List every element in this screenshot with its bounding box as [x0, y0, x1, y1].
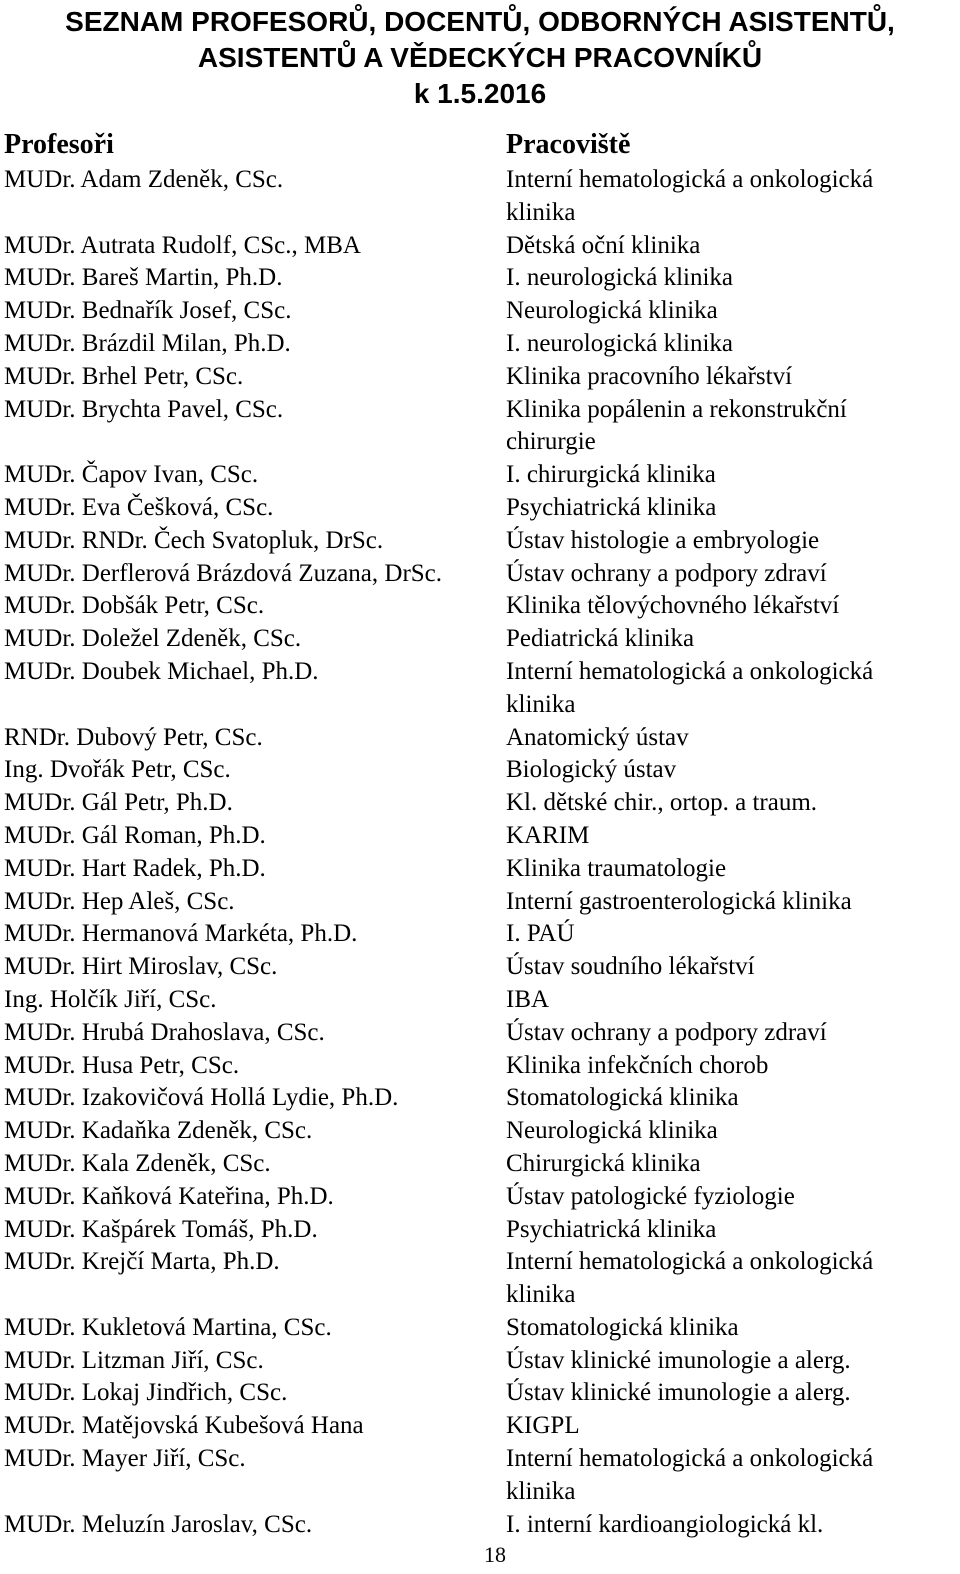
table-row — [0, 722, 960, 755]
department-name: Ústav klinické imunologie a alerg. — [506, 1346, 851, 1374]
department-name: Dětská oční klinika — [506, 231, 701, 259]
table-row — [0, 787, 960, 820]
table-row — [0, 623, 960, 656]
person-name: MUDr. Doubek Michael, Ph.D. — [4, 657, 319, 685]
department-name: Ústav ochrany a podpory zdraví — [506, 559, 827, 587]
person-name: MUDr. Autrata Rudolf, CSc., MBA — [4, 231, 361, 259]
person-name: MUDr. Kukletová Martina, CSc. — [4, 1313, 332, 1341]
person-name: MUDr. Meluzín Jaroslav, CSc. — [4, 1510, 313, 1538]
table-row — [0, 1017, 960, 1050]
person-name: MUDr. Brázdil Milan, Ph.D. — [4, 329, 291, 357]
person-name: MUDr. Kadaňka Zdeněk, CSc. — [4, 1117, 313, 1145]
table-row — [0, 918, 960, 951]
table-row — [0, 295, 960, 328]
table-row — [0, 459, 960, 492]
person-name: RNDr. Dubový Petr, CSc. — [4, 723, 263, 751]
column-header-department: Pracoviště — [506, 129, 631, 160]
document-title-line-2: ASISTENTŮ A VĚDECKÝCH PRACOVNÍKŮ — [197, 42, 763, 73]
table-row — [0, 492, 960, 525]
table-row — [0, 951, 960, 984]
department-name: Ústav ochrany a podpory zdraví — [506, 1018, 827, 1046]
person-name: MUDr. Hrubá Drahoslava, CSc. — [4, 1018, 325, 1046]
department-name: Klinika popálenin a rekonstrukční chirurgie — [506, 395, 847, 456]
department-name: Klinika infekčních chorob — [506, 1051, 769, 1079]
person-name: MUDr. Litzman Jiří, CSc. — [4, 1346, 264, 1374]
table-row — [0, 1181, 960, 1214]
table-row — [0, 754, 960, 787]
table-row — [0, 1214, 960, 1247]
person-name: MUDr. Kašpárek Tomáš, Ph.D. — [4, 1215, 318, 1243]
department-name: Chirurgická klinika — [506, 1149, 701, 1177]
table-row — [0, 1148, 960, 1181]
table-row — [0, 262, 960, 295]
table-row — [0, 1377, 960, 1410]
department-name: Interní hematologická a onkologická klinika — [506, 166, 874, 226]
department-name: Neurologická klinika — [506, 1117, 718, 1145]
person-name: MUDr. Kaňková Kateřina, Ph.D. — [4, 1182, 334, 1210]
table-row — [0, 558, 960, 591]
person-name: MUDr. Brhel Petr, CSc. — [4, 362, 244, 390]
department-name: Klinika tělovýchovného lékařství — [506, 592, 840, 620]
person-name: Ing. Holčík Jiří, CSc. — [4, 985, 217, 1013]
department-name: Ústav klinické imunologie a alerg. — [506, 1379, 851, 1407]
person-name: Ing. Dvořák Petr, CSc. — [4, 756, 231, 784]
table-row — [0, 328, 960, 361]
department-name: Interní gastroenterologická klinika — [506, 887, 852, 915]
table-row — [0, 1246, 960, 1312]
department-name: KARIM — [506, 821, 590, 849]
person-name: MUDr. Izakovičová Hollá Lydie, Ph.D. — [4, 1084, 399, 1112]
department-name: Ústav histologie a embryologie — [506, 526, 820, 554]
department-name: Anatomický ústav — [506, 723, 689, 751]
table-row — [0, 1312, 960, 1345]
department-name: Ústav patologické fyziologie — [506, 1182, 795, 1210]
table-row — [0, 820, 960, 853]
table-row — [0, 1082, 960, 1115]
department-name: I. interní kardioangiologická kl. — [506, 1510, 824, 1538]
table-row — [0, 164, 960, 230]
document-date-line: k 1.5.2016 — [413, 78, 547, 109]
department-name: Psychiatrická klinika — [506, 493, 717, 521]
person-name: MUDr. Gál Petr, Ph.D. — [4, 789, 233, 817]
department-name: Ústav soudního lékařství — [506, 953, 755, 981]
person-name: MUDr. Husa Petr, CSc. — [4, 1051, 240, 1079]
department-name: KIGPL — [506, 1412, 580, 1440]
person-name: MUDr. Brychta Pavel, CSc. — [4, 395, 284, 423]
department-name: Pediatrická klinika — [506, 625, 695, 653]
table-row — [0, 361, 960, 394]
department-name: Psychiatrická klinika — [506, 1215, 717, 1243]
department-name: Kl. dětské chir., ortop. a traum. — [506, 789, 818, 817]
table-row — [0, 984, 960, 1017]
person-name: MUDr. Adam Zdeněk, CSc. — [4, 166, 284, 193]
person-name: MUDr. Bednařík Josef, CSc. — [4, 297, 292, 325]
person-name: MUDr. Čapov Ivan, CSc. — [4, 461, 259, 489]
department-name: Stomatologická klinika — [506, 1313, 739, 1341]
department-name: I. neurologická klinika — [506, 264, 734, 292]
person-name: MUDr. Kala Zdeněk, CSc. — [4, 1149, 271, 1177]
table-row — [0, 1443, 960, 1509]
table-row — [0, 1345, 960, 1378]
table-row — [0, 1410, 960, 1443]
table-row — [0, 590, 960, 623]
department-name: Interní hematologická a onkologická klinika — [506, 1248, 874, 1309]
department-name: I. chirurgická klinika — [506, 461, 716, 489]
person-name: MUDr. Mayer Jiří, CSc. — [4, 1445, 246, 1473]
department-name: Interní hematologická a onkologická klinika — [506, 657, 874, 718]
person-name: MUDr. Matějovská Kubešová Hana — [4, 1412, 364, 1440]
person-name: MUDr. Krejčí Marta, Ph.D. — [4, 1248, 280, 1276]
department-name: I. neurologická klinika — [506, 329, 734, 357]
person-name: MUDr. Hart Radek, Ph.D. — [4, 854, 266, 882]
department-name: Neurologická klinika — [506, 297, 718, 325]
department-name: Interní hematologická a onkologická klinika — [506, 1445, 874, 1505]
person-name: MUDr. Bareš Martin, Ph.D. — [4, 264, 283, 292]
person-name: MUDr. Eva Češková, CSc. — [4, 493, 274, 521]
department-name: I. PAÚ — [506, 920, 575, 948]
page-number: 18 — [484, 1542, 506, 1567]
department-name: Klinika pracovního lékařství — [506, 362, 793, 390]
table-row — [0, 1115, 960, 1148]
table-row — [0, 525, 960, 558]
person-name: MUDr. RNDr. Čech Svatopluk, DrSc. — [4, 526, 384, 554]
column-header-name: Profesoři — [4, 129, 114, 160]
table-row — [0, 394, 960, 460]
person-name: MUDr. Derflerová Brázdová Zuzana, DrSc. — [4, 559, 443, 587]
table-row — [0, 656, 960, 722]
table-row — [0, 230, 960, 263]
document-title-line-1: SEZNAM PROFESORŮ, DOCENTŮ, ODBORNÝCH ASISTENTŮ, — [65, 6, 895, 37]
table-row — [0, 886, 960, 919]
person-name: MUDr. Dobšák Petr, CSc. — [4, 592, 265, 620]
person-name: MUDr. Hirt Miroslav, CSc. — [4, 953, 278, 981]
staff-list — [0, 164, 960, 1541]
person-name: MUDr. Lokaj Jindřich, CSc. — [4, 1379, 288, 1407]
person-name: MUDr. Hep Aleš, CSc. — [4, 887, 235, 915]
table-row — [0, 853, 960, 886]
department-name: IBA — [506, 985, 550, 1013]
table-header — [0, 128, 960, 162]
table-row — [0, 1050, 960, 1083]
person-name: MUDr. Doležel Zdeněk, CSc. — [4, 625, 302, 653]
table-row — [0, 1509, 960, 1542]
person-name: MUDr. Hermanová Markéta, Ph.D. — [4, 920, 358, 948]
person-name: MUDr. Gál Roman, Ph.D. — [4, 821, 266, 849]
department-name: Stomatologická klinika — [506, 1084, 739, 1112]
department-name: Klinika traumatologie — [506, 854, 727, 882]
department-name: Biologický ústav — [506, 756, 677, 784]
